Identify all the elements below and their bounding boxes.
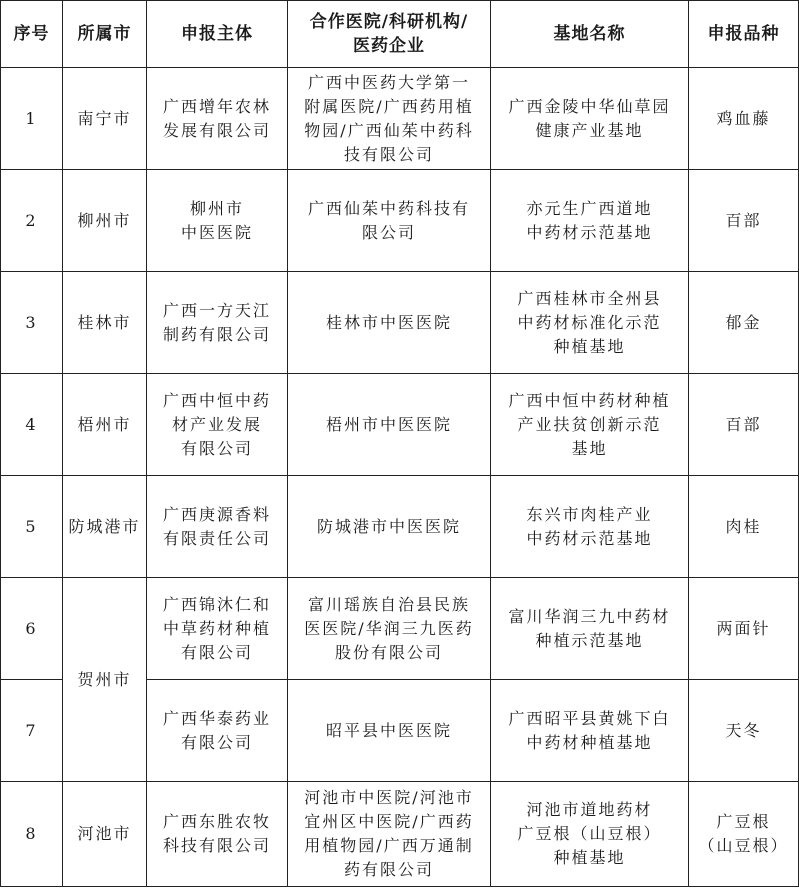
cell-variety: 两面针	[689, 578, 799, 680]
cell-applicant: 广西庚源香料 有限责任公司	[147, 476, 288, 578]
header-row	[1, 1, 799, 68]
cell-partner: 防城港市中医医院	[288, 476, 491, 578]
cell-partner: 昭平县中医医院	[288, 680, 491, 782]
table-row	[1, 68, 799, 170]
cell-applicant: 广西锦沐仁和 中草药材种植 有限公司	[147, 578, 288, 680]
table-row	[1, 782, 799, 887]
cell-no: 1	[1, 68, 63, 170]
header-applicant: 申报主体	[147, 1, 288, 68]
cell-no: 8	[1, 782, 63, 887]
cell-city: 南宁市	[63, 68, 147, 170]
cell-partner: 广西中医药大学第一 附属医院/广西药用植 物园/广西仙茱中药科 技有限公司	[288, 68, 491, 170]
cell-base: 广西金陵中华仙草园 健康产业基地	[491, 68, 689, 170]
cell-variety: 鸡血藤	[689, 68, 799, 170]
cell-no: 3	[1, 272, 63, 374]
cell-applicant: 广西华泰药业 有限公司	[147, 680, 288, 782]
cell-city: 柳州市	[63, 170, 147, 272]
cell-city: 防城港市	[63, 476, 147, 578]
cell-city: 河池市	[63, 782, 147, 887]
cell-base: 河池市道地药材 广豆根（山豆根） 种植基地	[491, 782, 689, 887]
cell-base: 广西桂林市全州县 中药材标准化示范 种植基地	[491, 272, 689, 374]
cell-no: 4	[1, 374, 63, 476]
cell-variety: 百部	[689, 170, 799, 272]
cell-base: 亦元生广西道地 中药材示范基地	[491, 170, 689, 272]
cell-variety: 郁金	[689, 272, 799, 374]
cell-partner: 富川瑶族自治县民族 医医院/华润三九医药 股份有限公司	[288, 578, 491, 680]
header-partner: 合作医院/科研机构/ 医药企业	[288, 1, 491, 68]
cell-city: 桂林市	[63, 272, 147, 374]
cell-no: 2	[1, 170, 63, 272]
table-row	[1, 272, 799, 374]
cell-applicant: 广西中恒中药 材产业发展 有限公司	[147, 374, 288, 476]
cell-partner: 桂林市中医医院	[288, 272, 491, 374]
header-city: 所属市	[63, 1, 147, 68]
cell-partner: 广西仙茱中药科技有 限公司	[288, 170, 491, 272]
cell-applicant: 广西东胜农牧 科技有限公司	[147, 782, 288, 887]
header-variety: 申报品种	[689, 1, 799, 68]
cell-no: 7	[1, 680, 63, 782]
cell-applicant: 柳州市 中医医院	[147, 170, 288, 272]
table-row	[1, 578, 799, 680]
table-row	[1, 476, 799, 578]
cell-variety: 肉桂	[689, 476, 799, 578]
cell-base: 广西昭平县黄姚下白 中药材种植基地	[491, 680, 689, 782]
cell-variety: 百部	[689, 374, 799, 476]
cell-applicant: 广西增年农林 发展有限公司	[147, 68, 288, 170]
cell-city: 梧州市	[63, 374, 147, 476]
cell-base: 富川华润三九中药材 种植示范基地	[491, 578, 689, 680]
cell-variety: 天冬	[689, 680, 799, 782]
header-no: 序号	[1, 1, 63, 68]
cell-base: 广西中恒中药材种植 产业扶贫创新示范 基地	[491, 374, 689, 476]
header-base: 基地名称	[491, 1, 689, 68]
cell-base: 东兴市肉桂产业 中药材示范基地	[491, 476, 689, 578]
cell-variety: 广豆根 （山豆根）	[689, 782, 799, 887]
cell-partner: 梧州市中医医院	[288, 374, 491, 476]
cell-partner: 河池市中医院/河池市 宜州区中医院/广西药 用植物园/广西万通制 药有限公司	[288, 782, 491, 887]
cell-city: 贺州市	[63, 578, 147, 782]
table-row	[1, 170, 799, 272]
cell-applicant: 广西一方天江 制药有限公司	[147, 272, 288, 374]
cell-no: 5	[1, 476, 63, 578]
cell-no: 6	[1, 578, 63, 680]
table-row	[1, 374, 799, 476]
